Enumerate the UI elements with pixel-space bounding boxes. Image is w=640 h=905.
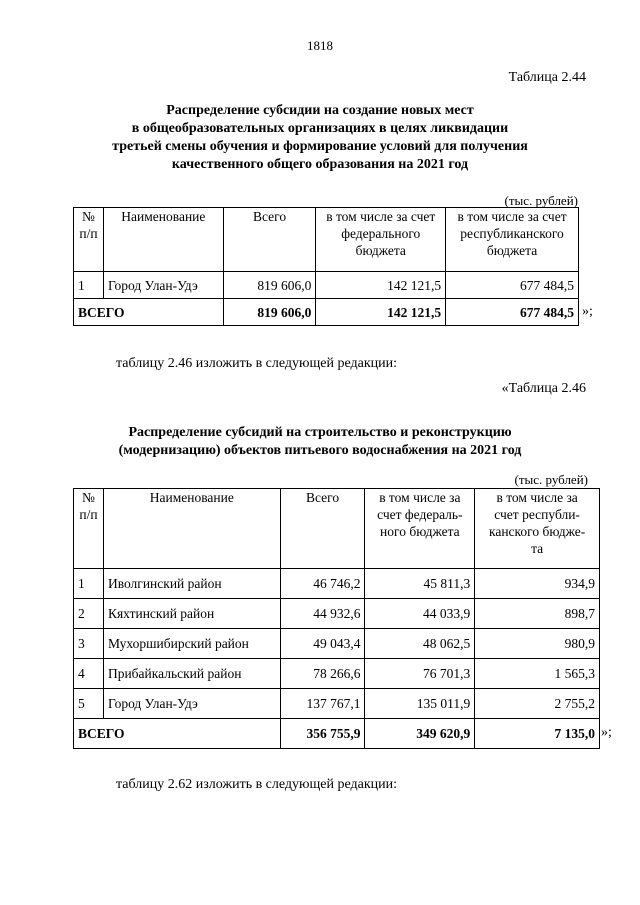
header-total: Всего xyxy=(223,208,316,272)
table-row xyxy=(74,659,600,689)
table1-title xyxy=(60,102,580,174)
table2-total-row xyxy=(74,719,600,749)
table2-unit: (тыс. рублей) xyxy=(514,472,588,487)
table1-header-row xyxy=(74,208,579,272)
cell-num: 1 xyxy=(74,272,104,299)
cell-num: 2 xyxy=(74,599,104,629)
header-federal-line: счет федераль- xyxy=(377,507,463,522)
table1-title-line: качественного общего образования на 2021 год xyxy=(171,157,469,172)
header-name: Наименование xyxy=(103,208,223,272)
table1-total-row xyxy=(74,299,579,326)
header-republic-line: канского бюдже- xyxy=(488,524,586,539)
table-row xyxy=(74,272,579,299)
table2-title-line: Распределение субсидий на строительство и реконструкцию xyxy=(128,425,512,440)
header-republic-line: республиканского xyxy=(460,226,564,241)
cell-name: Прибайкальский район xyxy=(103,659,280,689)
cell-federal: 45 811,3 xyxy=(365,569,475,599)
header-federal-line: в том числе за счет xyxy=(326,209,436,224)
cell-republic: 1 565,3 xyxy=(475,659,600,689)
header-republic xyxy=(446,208,579,272)
table-row xyxy=(74,629,600,659)
table2-title-line: (модернизацию) объектов питьевого водоснабжения на 2021 год xyxy=(118,443,522,458)
total-total: 819 606,0 xyxy=(223,299,316,326)
table-row xyxy=(74,689,600,719)
table1 xyxy=(73,207,579,326)
header-federal-line: федерального xyxy=(341,226,421,241)
header-republic-line: бюджета xyxy=(486,243,538,258)
cell-name: Иволгинский район xyxy=(103,569,280,599)
table1-title-line: в общеобразовательных организациях в целях ликвидации xyxy=(131,121,509,136)
header-republic-line: та xyxy=(531,541,544,556)
table1-unit: (тыс. рублей) xyxy=(504,193,578,208)
cell-federal: 44 033,9 xyxy=(365,599,475,629)
cell-total: 137 767,1 xyxy=(280,689,365,719)
table1-title-line: третьей смены обучения и формирование условий для получения xyxy=(112,139,528,154)
header-republic-line: в том числе за счет xyxy=(457,209,567,224)
cell-name: Кяхтинский район xyxy=(103,599,280,629)
cell-republic: 898,7 xyxy=(475,599,600,629)
table-row xyxy=(74,569,600,599)
header-federal-line: бюджета xyxy=(355,243,406,258)
total-label: ВСЕГО xyxy=(74,299,224,326)
header-republic-line: в том числе за xyxy=(496,490,578,505)
total-federal: 142 121,5 xyxy=(316,299,446,326)
table2 xyxy=(73,488,600,749)
header-republic-line: счет республи- xyxy=(494,507,580,522)
cell-name: Город Улан-Удэ xyxy=(103,272,223,299)
cell-total: 46 746,2 xyxy=(280,569,365,599)
header-num xyxy=(74,489,104,569)
header-num-line: № xyxy=(82,209,95,224)
cell-num: 1 xyxy=(74,569,104,599)
table2-caption: «Таблица 2.46 xyxy=(501,381,586,396)
total-republic: 677 484,5 xyxy=(446,299,579,326)
header-federal xyxy=(365,489,475,569)
cell-num: 3 xyxy=(74,629,104,659)
table-row xyxy=(74,599,600,629)
table2-title xyxy=(60,424,580,460)
header-federal-line: в том числе за xyxy=(379,490,461,505)
table2-closing-quote: »; xyxy=(601,725,612,740)
header-federal-line: ного бюджета xyxy=(380,524,460,539)
cell-republic: 980,9 xyxy=(475,629,600,659)
cell-num: 5 xyxy=(74,689,104,719)
table2-header-row xyxy=(74,489,600,569)
paragraph-1: таблицу 2.46 изложить в следующей редакции: xyxy=(116,356,398,371)
header-num xyxy=(74,208,104,272)
cell-total: 44 932,6 xyxy=(280,599,365,629)
cell-federal: 142 121,5 xyxy=(316,272,446,299)
cell-total: 819 606,0 xyxy=(223,272,316,299)
header-federal xyxy=(316,208,446,272)
total-label: ВСЕГО xyxy=(74,719,281,749)
cell-republic: 934,9 xyxy=(475,569,600,599)
header-num-line: № xyxy=(82,490,95,505)
cell-federal: 48 062,5 xyxy=(365,629,475,659)
table1-title-line: Распределение субсидии на создание новых мест xyxy=(166,103,474,118)
table1-closing-quote: »; xyxy=(582,304,593,319)
cell-num: 4 xyxy=(74,659,104,689)
cell-federal: 76 701,3 xyxy=(365,659,475,689)
total-republic: 7 135,0 xyxy=(475,719,600,749)
cell-name: Мухоршибирский район xyxy=(103,629,280,659)
header-republic xyxy=(475,489,600,569)
paragraph-2: таблицу 2.62 изложить в следующей редакции: xyxy=(116,777,398,792)
total-total: 356 755,9 xyxy=(280,719,365,749)
cell-total: 49 043,4 xyxy=(280,629,365,659)
cell-total: 78 266,6 xyxy=(280,659,365,689)
cell-republic: 677 484,5 xyxy=(446,272,579,299)
header-total: Всего xyxy=(280,489,365,569)
header-num-line: п/п xyxy=(79,226,98,241)
header-num-line: п/п xyxy=(79,507,98,522)
total-federal: 349 620,9 xyxy=(365,719,475,749)
cell-republic: 2 755,2 xyxy=(475,689,600,719)
header-name: Наименование xyxy=(103,489,280,569)
cell-name: Город Улан-Удэ xyxy=(103,689,280,719)
cell-federal: 135 011,9 xyxy=(365,689,475,719)
table1-caption: Таблица 2.44 xyxy=(508,70,586,85)
page-number: 1818 xyxy=(307,38,333,53)
